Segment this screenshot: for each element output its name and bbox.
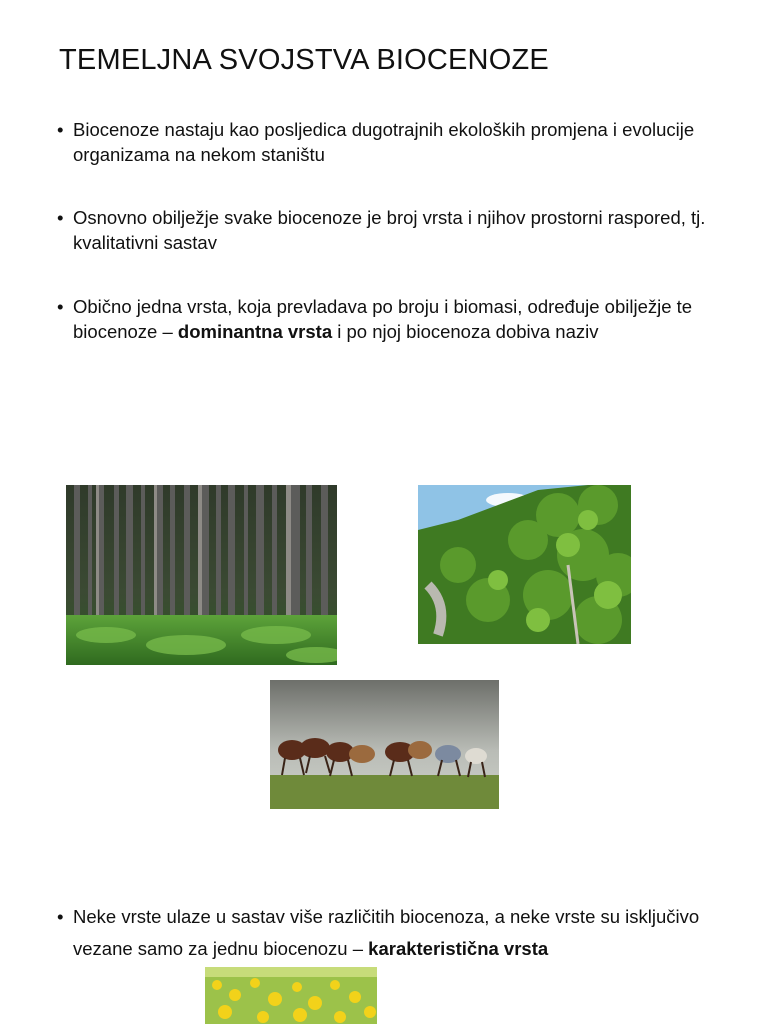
bullet-text: Osnovno obilježje svake biocenoze je broj vrsta i njihov prostorni raspored, tj. kvalitativni sastav xyxy=(73,207,706,253)
bullet-text-part: Obično jedna vrsta, koja prevladava po broju i biomasi, određuje obilježje te biocenoze – xyxy=(73,296,693,342)
bullet-marker: • xyxy=(57,207,64,228)
forest-image xyxy=(66,485,337,665)
bullet-item xyxy=(57,901,737,965)
horses-image xyxy=(270,680,499,809)
dominant-species-term: dominantna vrsta xyxy=(177,320,333,342)
bullet-marker: • xyxy=(57,119,64,140)
bullet-marker: • xyxy=(57,296,64,317)
bullet-item xyxy=(57,206,737,255)
bullet-text xyxy=(73,295,737,344)
slide-title: TEMELJNA SVOJSTVA BIOCENOZE xyxy=(59,44,549,76)
bullet-text xyxy=(73,901,737,965)
dandelion-image xyxy=(205,967,377,1024)
bullet-text-part: Neke vrste ulaze u sastav više različitih biocenoza, a neke vrste su isključivo vezane samo za jednu biocenozu – xyxy=(73,906,700,959)
bullet-text: Biocenoze nastaju kao posljedica dugotrajnih ekoloških promjena i evolucije organizama na nekom staništu xyxy=(73,119,695,165)
bullet-item xyxy=(57,118,737,167)
characteristic-species-term: karakteristična vrsta xyxy=(368,938,549,959)
bullet-marker: • xyxy=(57,906,64,927)
pine-image xyxy=(418,485,631,644)
bullet-text-part: i po njoj biocenoza dobiva naziv xyxy=(332,320,599,342)
bullet-item xyxy=(57,295,737,344)
